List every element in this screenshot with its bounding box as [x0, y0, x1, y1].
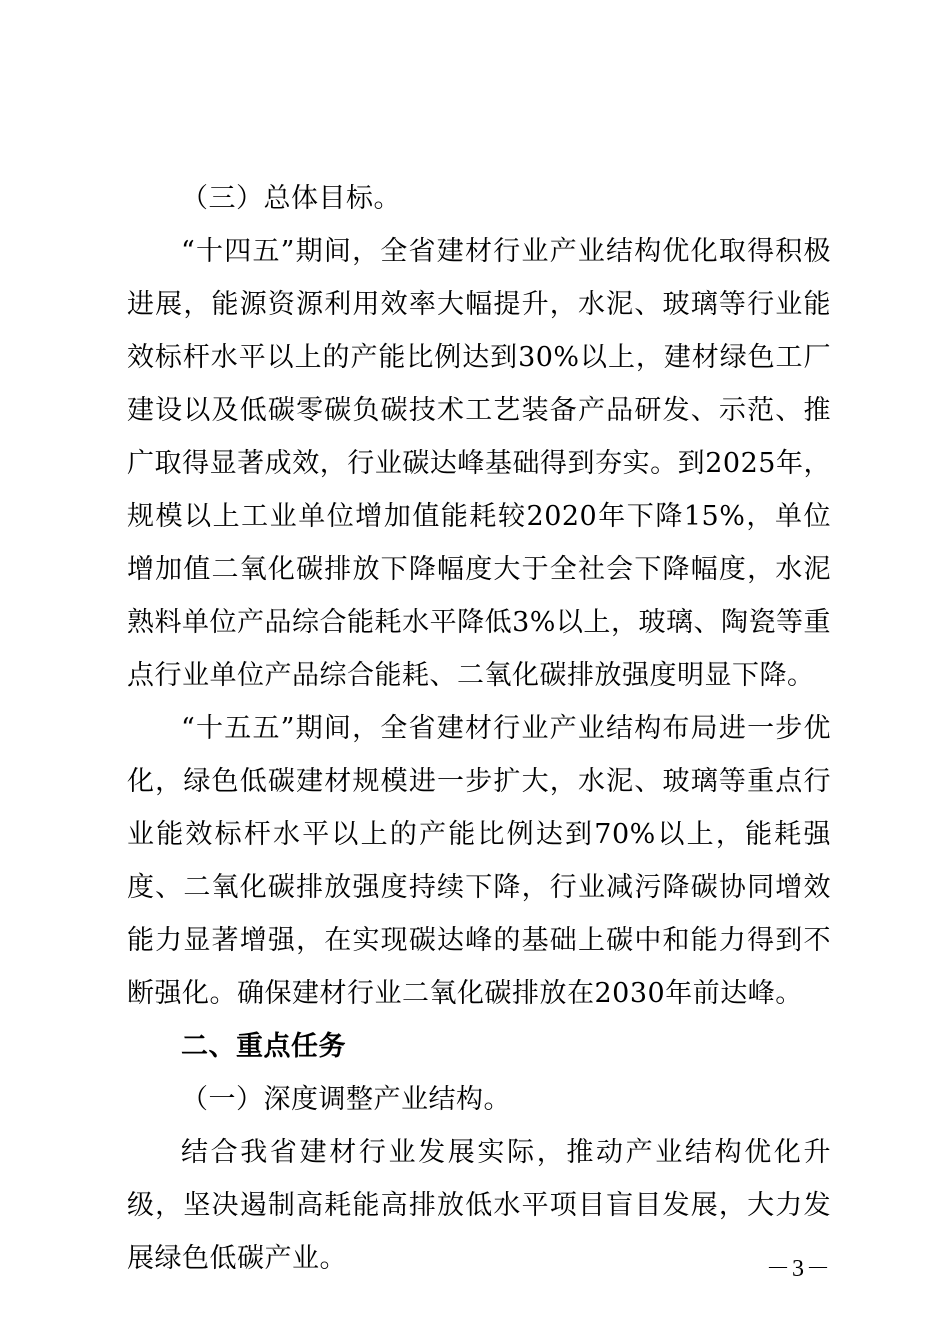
paragraph-15th-five-year-plan: “十五五”期间，全省建材行业产业结构布局进一步优化，绿色低碳建材规模进一步扩大，水泥、玻璃等重点行业能效标杆水平以上的产能比例达到70%以上，能耗强度、二氧化碳排放强度持续下降，行业减污降碳协同增效能力显著增强，在实现碳达峰的基础上碳中和能力得到不断强化。确保建材行业二氧化碳排放在2030年前达峰。	[127, 713, 831, 1009]
paragraph-industry-structure: 结合我省建材行业发展实际，推动产业结构优化升级，坚决遏制高耗能高排放低水平项目盲目发展，大力发展绿色低碳产业。	[127, 1137, 831, 1274]
section-subheading-adjust-industry-structure: （一）深度调整产业结构。	[181, 1084, 511, 1115]
paragraph-14th-five-year-plan: “十四五”期间，全省建材行业产业结构优化取得积极进展，能源资源利用效率大幅提升，水泥、玻璃等行业能效标杆水平以上的产能比例达到30%以上，建材绿色工厂建设以及低碳零碳负碳技术工艺装备产品研发、示范、推广取得显著成效，行业碳达峰基础得到夯实。到2025年，规模以上工业单位增加值能耗较2020年下降15%，单位增加值二氧化碳排放下降幅度大于全社会下降幅度，水泥熟料单位产品综合能耗水平降低3%以上，玻璃、陶瓷等重点行业单位产品综合能耗、二氧化碳排放强度明显下降。	[127, 236, 831, 691]
page-number: －3－	[766, 1256, 832, 1282]
section-subheading-overall-goals: （三）总体目标。	[181, 183, 401, 214]
section-heading-key-tasks: 二、重点任务	[181, 1031, 346, 1062]
document-body	[127, 172, 831, 1285]
